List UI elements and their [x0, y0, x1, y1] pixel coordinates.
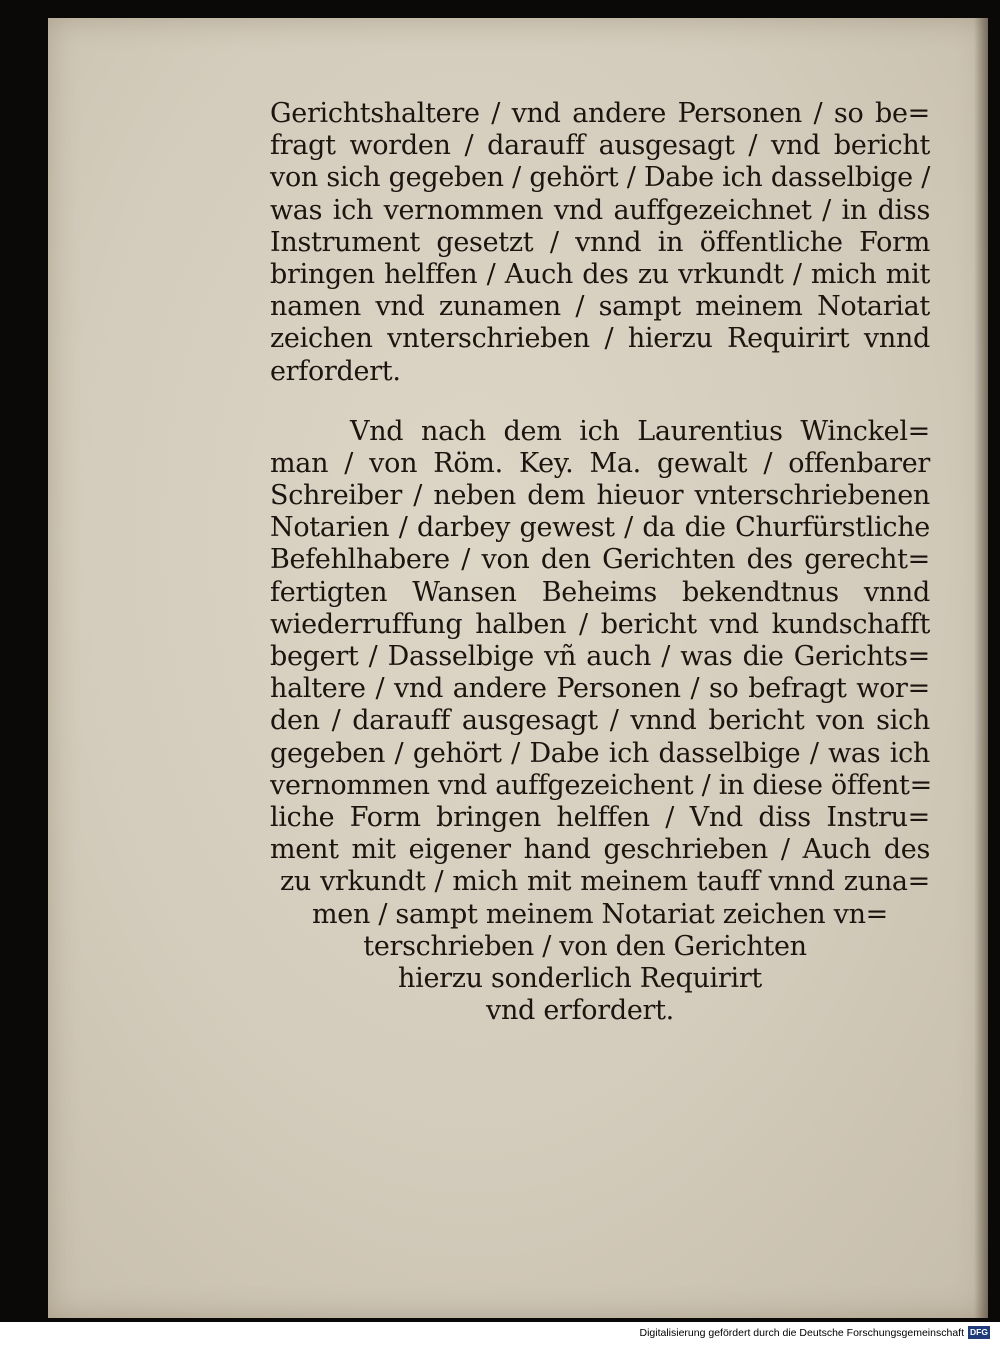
text-line: hierzu sonderlich Requirirt [398, 962, 762, 994]
funding-credit: Digitalisierung gefördert durch die Deutsche Forschungsgemeinschaft [639, 1327, 964, 1339]
text-line: terschrieben / von den Gerichten [363, 930, 807, 962]
paragraph-gap [270, 388, 930, 416]
text-line: Befehlhabere / von den Gerichten des gerecht= [270, 544, 930, 576]
book-page [48, 18, 988, 1318]
text-line: liche Form bringen helffen / Vnd diss Instru= [270, 801, 930, 833]
text-line: vnd erfordert. [486, 995, 674, 1027]
text-line: was ich vernommen vnd auffgezeichnet / in diss [270, 194, 930, 226]
page-text [270, 98, 930, 1027]
text-line: zeichen vnterschrieben / hierzu Requirirt vnnd [270, 323, 930, 355]
text-line: man / von Röm. Key. Ma. gewalt / offenbarer [270, 447, 930, 479]
text-line: Notarien / darbey gewest / da die Churfürstliche [270, 512, 930, 544]
text-line: Vnd nach dem ich Laurentius Winckel= [350, 415, 930, 447]
page-gutter-shadow [974, 18, 988, 1318]
text-line: gegeben / gehört / Dabe ich dasselbige / was ich [270, 737, 930, 769]
text-line: Gerichtshaltere / vnd andere Personen / so be= [270, 98, 930, 129]
text-line: fragt worden / darauff ausgesagt / vnd bericht [270, 130, 930, 162]
text-line: erfordert. [270, 355, 401, 387]
text-line: von sich gegeben / gehört / Dabe ich dasselbige / [270, 162, 930, 194]
dfg-logo: DFG [968, 1326, 990, 1339]
text-line: men / sampt meinem Notariat zeichen vn= [311, 898, 889, 930]
text-line: Schreiber / neben dem hieuor vnterschriebenen [270, 480, 930, 512]
paragraph-1 [270, 98, 930, 388]
text-line: haltere / vnd andere Personen / so befragt wor= [270, 673, 930, 705]
text-line: den / darauff ausgesagt / vnnd bericht von sich [270, 705, 930, 737]
text-line: bringen helffen / Auch des zu vrkundt / mich mit [270, 258, 930, 290]
text-line: namen vnd zunamen / sampt meinem Notariat [270, 291, 930, 323]
text-line: zu vrkundt / mich mit meinem tauff vnnd zuna= [280, 866, 930, 898]
text-line: vernommen vnd auffgezeichent / in diese öffent= [270, 769, 932, 801]
text-line: Instrument gesetzt / vnnd in öffentliche Form [270, 226, 930, 258]
text-line: fertigten Wansen Beheims bekendtnus vnnd [270, 576, 930, 608]
text-line: ment mit eigener hand geschrieben / Auch des [270, 834, 930, 866]
text-line: wiederruffung halben / bericht vnd kundschafft [270, 608, 930, 640]
paragraph-2 [270, 416, 930, 1028]
text-line: begert / Dasselbige vñ auch / was die Gerichts= [270, 641, 930, 672]
